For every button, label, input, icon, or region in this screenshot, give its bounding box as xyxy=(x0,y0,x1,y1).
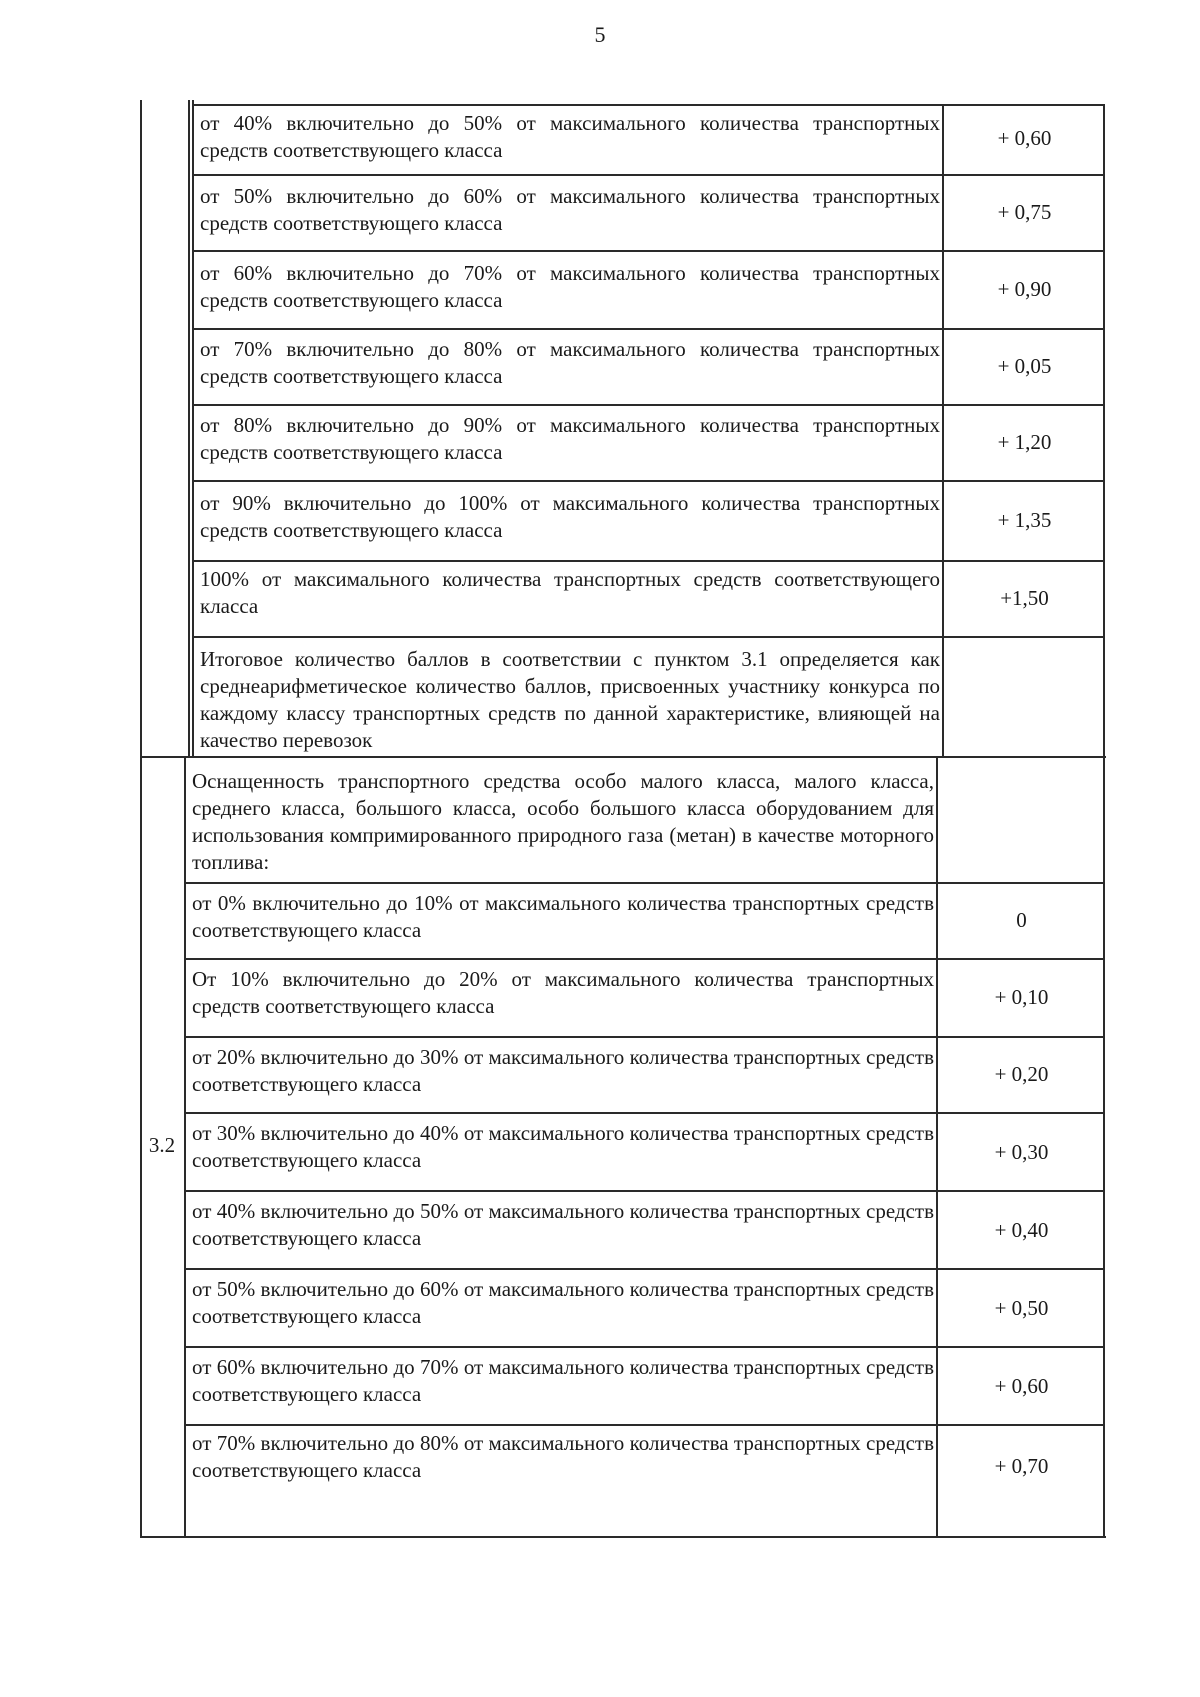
table-border-right xyxy=(1103,756,1105,1538)
criteria-row-score: + 0,40 xyxy=(994,1217,1049,1242)
row-divider xyxy=(184,1036,1104,1038)
criteria-row-text: 100% от максимального количества транспортных средств соответствующего класса xyxy=(200,567,940,618)
column-divider xyxy=(942,104,944,756)
criteria-row-text: от 50% включительно до 60% от максимального количества транспортных средств соответствующего класса xyxy=(200,184,940,235)
row-divider xyxy=(184,1346,1104,1348)
row-divider xyxy=(184,1112,1104,1114)
row-divider xyxy=(184,1424,1104,1426)
criteria-row-score: 0 xyxy=(1016,907,1027,932)
section-divider xyxy=(140,756,1106,758)
criteria-row-text: От 10% включительно до 20% от максимального количества транспортных средств соответствующего класса xyxy=(192,967,934,1018)
criteria-row-text: от 60% включительно до 70% от максимального количества транспортных средств соответствующего класса xyxy=(200,261,940,312)
column-divider xyxy=(192,100,194,756)
column-divider xyxy=(188,100,190,756)
criteria-row-text: от 20% включительно до 30% от максимального количества транспортных средств соответствующего класса xyxy=(192,1045,934,1096)
summary-text: Итоговое количество баллов в соответствии с пунктом 3.1 определяется как среднеарифметическое количество баллов, присвоенных участнику конкурса по каждому классу транспортных средств по данной характеристике, влияющей на качество перевозок xyxy=(200,647,940,752)
page-number: 5 xyxy=(594,22,606,47)
criteria-row-text: от 40% включительно до 50% от максимального количества транспортных средств соответствующего класса xyxy=(192,1199,934,1250)
criteria-row-text: от 60% включительно до 70% от максимального количества транспортных средств соответствующего класса xyxy=(192,1355,934,1406)
criteria-row-text: от 90% включительно до 100% от максимального количества транспортных средств соответствующего класса xyxy=(200,491,940,542)
row-divider xyxy=(192,636,1104,638)
criteria-row-score: + 0,60 xyxy=(994,1373,1049,1398)
criteria-row-text: от 70% включительно до 80% от максимального количества транспортных средств соответствующего класса xyxy=(200,337,940,388)
column-divider xyxy=(936,756,938,1538)
criteria-table xyxy=(140,100,1107,1538)
row-divider xyxy=(184,1268,1104,1270)
criteria-row-score: + 0,50 xyxy=(994,1295,1049,1320)
table-border-left xyxy=(140,100,142,1538)
row-divider xyxy=(192,250,1104,252)
row-divider xyxy=(192,328,1104,330)
criteria-row-score: + 0,75 xyxy=(997,199,1052,224)
criteria-row-text: от 0% включительно до 10% от максимального количества транспортных средств соответствующего класса xyxy=(192,891,934,942)
criteria-row-score: + 0,90 xyxy=(997,276,1052,301)
criteria-row-score: +1,50 xyxy=(1000,585,1049,610)
criteria-row-score: + 0,10 xyxy=(994,984,1049,1009)
criteria-row-text: от 40% включительно до 50% от максимального количества транспортных средств соответствующего класса xyxy=(200,111,940,162)
criteria-row-text: от 30% включительно до 40% от максимального количества транспортных средств соответствующего класса xyxy=(192,1121,934,1172)
section-number: 3.2 xyxy=(148,1133,176,1157)
criteria-row-text: от 50% включительно до 60% от максимального количества транспортных средств соответствующего класса xyxy=(192,1277,934,1328)
row-divider xyxy=(192,104,1104,106)
column-divider xyxy=(184,756,186,1538)
criteria-row-score: + 0,30 xyxy=(994,1139,1049,1164)
row-divider xyxy=(192,560,1104,562)
row-divider xyxy=(192,404,1104,406)
criteria-row-text: от 80% включительно до 90% от максимального количества транспортных средств соответствующего класса xyxy=(200,413,940,464)
criteria-row-score: + 0,20 xyxy=(994,1061,1049,1086)
criteria-row-score: + 0,70 xyxy=(994,1453,1049,1478)
criteria-row-score: + 1,20 xyxy=(997,429,1052,454)
table-border-right xyxy=(1103,104,1105,756)
row-divider xyxy=(184,882,1104,884)
row-divider xyxy=(184,958,1104,960)
criteria-row-score: + 1,35 xyxy=(997,507,1052,532)
section-header-text: Оснащенность транспортного средства особо малого класса, малого класса, среднего класса, большого класса, особо большого класса оборудованием для использования компримированного природного газа (метан) в качестве моторного топлива: xyxy=(192,769,934,874)
table-border-bottom xyxy=(140,1536,1106,1538)
row-divider xyxy=(192,480,1104,482)
row-divider xyxy=(192,174,1104,176)
criteria-row-score: + 0,05 xyxy=(997,353,1052,378)
criteria-row-text: от 70% включительно до 80% от максимального количества транспортных средств соответствующего класса xyxy=(192,1431,934,1482)
row-divider xyxy=(184,1190,1104,1192)
criteria-row-score: + 0,60 xyxy=(997,125,1052,150)
